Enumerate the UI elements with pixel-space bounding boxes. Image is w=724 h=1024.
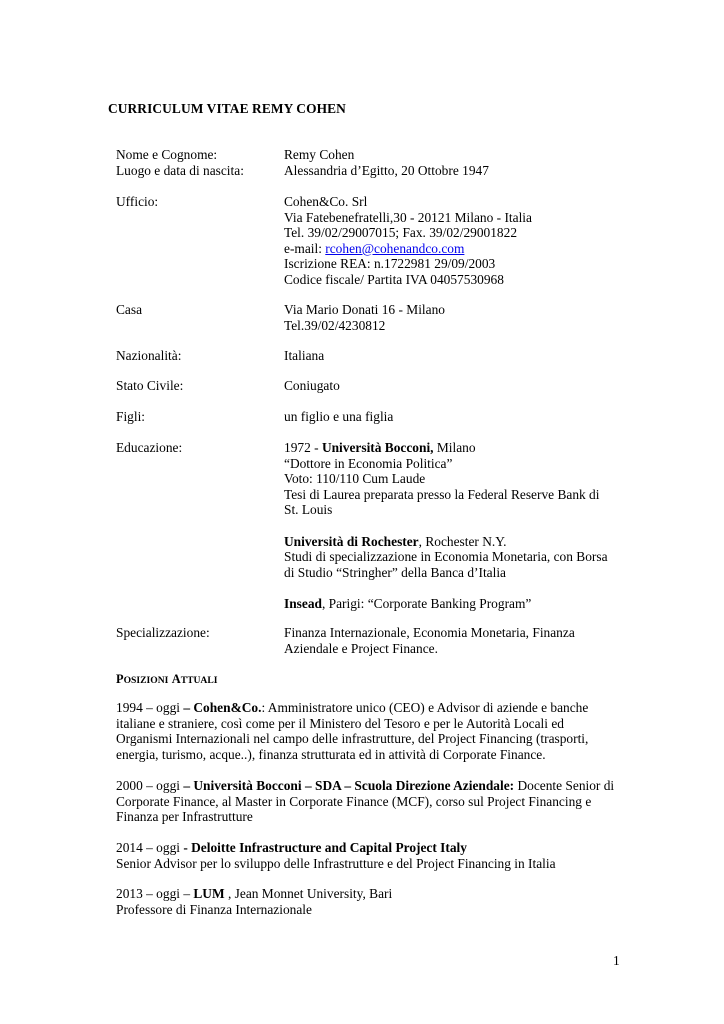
figli-value: un figlio e una figlia: [284, 409, 394, 424]
casa-label: Casa: [116, 302, 143, 317]
position-deloitte: 2014 – oggi - Deloitte Infrastructure and Capital Project Italy Senior Advisor per lo sviluppo delle Infrastrutture e del Project Financing in Italia: [116, 840, 556, 871]
nazionalita-value: Italiana: [284, 348, 325, 363]
ufficio-cf: Codice fiscale/ Partita IVA 04057530968: [284, 271, 504, 287]
nascita-value: Alessandria d’Egitto, 20 Ottobre 1947: [284, 163, 489, 178]
ufficio-value: [284, 194, 618, 288]
edu-insead: Insead, Parigi: “Corporate Banking Program”: [284, 595, 532, 611]
stato-civile-label: Stato Civile:: [116, 378, 184, 393]
nome-value: Remy Cohen: [284, 147, 355, 162]
position-bocconi: 2000 – oggi – Università Bocconi – SDA – Scuola Direzione Aziendale: Docente Senior di Corporate Finance, al Master in Corporate Finance (MCF), corso sul Project Financing e Finanza per Infrastrutture: [116, 778, 615, 825]
figli-label: Figli:: [116, 409, 146, 424]
ufficio-label: Ufficio:: [116, 194, 159, 209]
document-title: CURRICULUM VITAE REMY COHEN: [108, 101, 346, 116]
nascita-label: Luogo e data di nascita:: [116, 163, 244, 178]
specializzazione-label: Specializzazione:: [116, 625, 210, 640]
ufficio-rea: Iscrizione REA: n.1722981 29/09/2003: [284, 256, 496, 272]
page-number: 1: [613, 953, 620, 968]
nome-label: Nome e Cognome:: [116, 147, 218, 162]
stato-civile-value: Coniugato: [284, 378, 340, 393]
ufficio-address: Via Fatebenefratelli,30 - 20121 Milano - Italia: [284, 209, 532, 225]
edu-rochester: Università di Rochester, Rochester N.Y.: [284, 533, 507, 549]
ufficio-phone: Tel. 39/02/29007015; Fax. 39/02/29001822: [284, 225, 518, 241]
specializzazione-value: Finanza Internazionale, Economia Monetaria, Finanza Aziendale e Project Finance.: [284, 625, 575, 656]
position-cohen: 1994 – oggi – Cohen&Co.: Amministratore unico (CEO) e Advisor di aziende e banche italiane e straniere, così come per il Ministero del Tesoro e per le Autorità Locali ed Organismi Internazionali nel campo delle infrastrutture, del Project Financing (trasporti, energia, turismo, acque..), finanza strutturata ed in attività di Corporate Finance.: [116, 700, 589, 762]
email-link[interactable]: rcohen@cohenandco.com: [325, 240, 465, 256]
position-lum: 2013 – oggi – LUM , Jean Monnet University, Bari Professore di Finanza Internazionale: [116, 886, 393, 917]
section-heading-posizioni: POSIZIONI ATTUALI: [116, 672, 218, 686]
ufficio-email-line: e-mail: rcohen@cohenandco.com: [284, 240, 465, 256]
ufficio-company: Cohen&Co. Srl: [284, 194, 368, 209]
educazione-label: Educazione:: [116, 440, 183, 455]
nazionalita-label: Nazionalità:: [116, 348, 182, 363]
edu-bocconi: 1972 - Università Bocconi, Milano: [284, 440, 476, 455]
casa-value: Via Mario Donati 16 - Milano Tel.39/02/4230812: [284, 302, 445, 333]
educazione-value: 1972 - Università Bocconi, Milano “Dottore in Economia Politica” Voto: 110/110 Cum Laude Tesi di Laurea preparata presso la Federal Reserve Bank di St. Louis Università di Rochester, Rochester N.Y. Studi di specializzazione in Economia Monetaria, con Borsa di Studio “Stringher” della Banca d’Italia Insead, Parigi: “Corporate Banking Program”: [284, 440, 618, 612]
